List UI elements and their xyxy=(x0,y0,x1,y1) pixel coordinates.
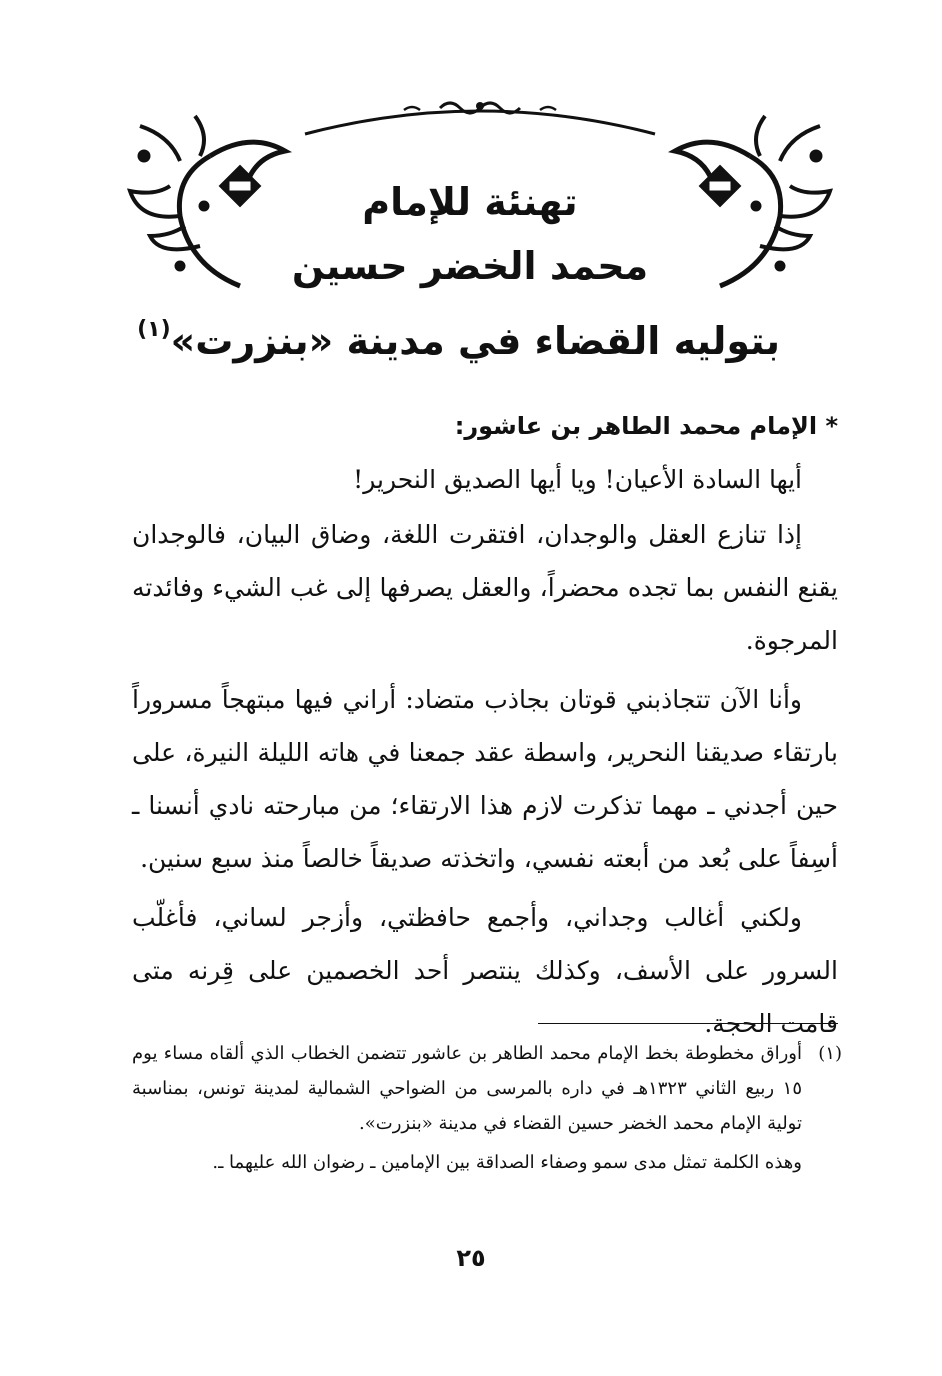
paragraph-1: أيها السادة الأعيان! ويا أيها الصديق النحرير! xyxy=(353,465,802,494)
footnote-text: أوراق مخطوطة بخط الإمام محمد الطاهر بن عاشور تتضمن الخطاب الذي ألقاه مساء يوم ١٥ ربيع الثاني ١٣٢٣هـ في داره بالمرسى من الضواحي الشمالية لمدينة تونس، بمناسبة تولية الإمام محمد الخضر حسين القضاء في مدينة «بنزرت». xyxy=(132,1043,803,1134)
title-line-3 xyxy=(137,298,780,363)
speaker-heading: * الإمام محمد الطاهر بن عاشور: xyxy=(454,412,838,440)
footnote-divider xyxy=(538,1023,838,1024)
paragraph-4: ولكني أغالب وجداني، وأجمع حافظتي، وأزجر لساني، فأغلّب السرور على الأسف، وكذلك ينتصر أحد الخصمين على قِرنه متى قامت الحجة. xyxy=(132,903,838,1038)
footnote-number: (١) xyxy=(818,1043,842,1064)
title-block xyxy=(137,170,780,363)
body-text xyxy=(132,400,838,1056)
title-footnote-marker: (١) xyxy=(137,317,171,342)
title-line-2: محمد الخضر حسين xyxy=(291,244,649,288)
title-line-1: تهنئة للإمام xyxy=(362,180,578,224)
paragraph-2: إذا تنازع العقل والوجدان، افتقرت اللغة، وضاق البيان، فالوجدان يقنع النفس بما تجده محضراً، والعقل يصرفها إلى غب الشيء وفائدته المرجوة. xyxy=(132,520,838,655)
paragraph-3: وأنا الآن تتجاذبني قوتان بجاذب متضاد: أراني فيها مبتهجاً مسروراً بارتقاء صديقنا النحرير، واسطة عقد جمعنا في هاته الليلة النيرة، على حين أجدني ـ مهما تذكرت لازم هذا الارتقاء؛ من مبارحته نادي أنسنا ـ أسِفاً على بُعد من أبعته نفسي، واتخذته صديقاً خالصاً منذ سبع سنين. xyxy=(132,685,838,873)
title-line-3-text: بتوليه القضاء في مدينة «بنزرت» xyxy=(170,319,780,363)
footnote-extra: وهذه الكلمة تمثل مدى سمو وصفاء الصداقة بين الإمامين ـ رضوان الله عليهما ـ. xyxy=(212,1152,802,1173)
footnote-1 xyxy=(132,1036,842,1141)
page-number: ٢٥ xyxy=(456,1244,486,1272)
footnotes xyxy=(132,1036,842,1180)
